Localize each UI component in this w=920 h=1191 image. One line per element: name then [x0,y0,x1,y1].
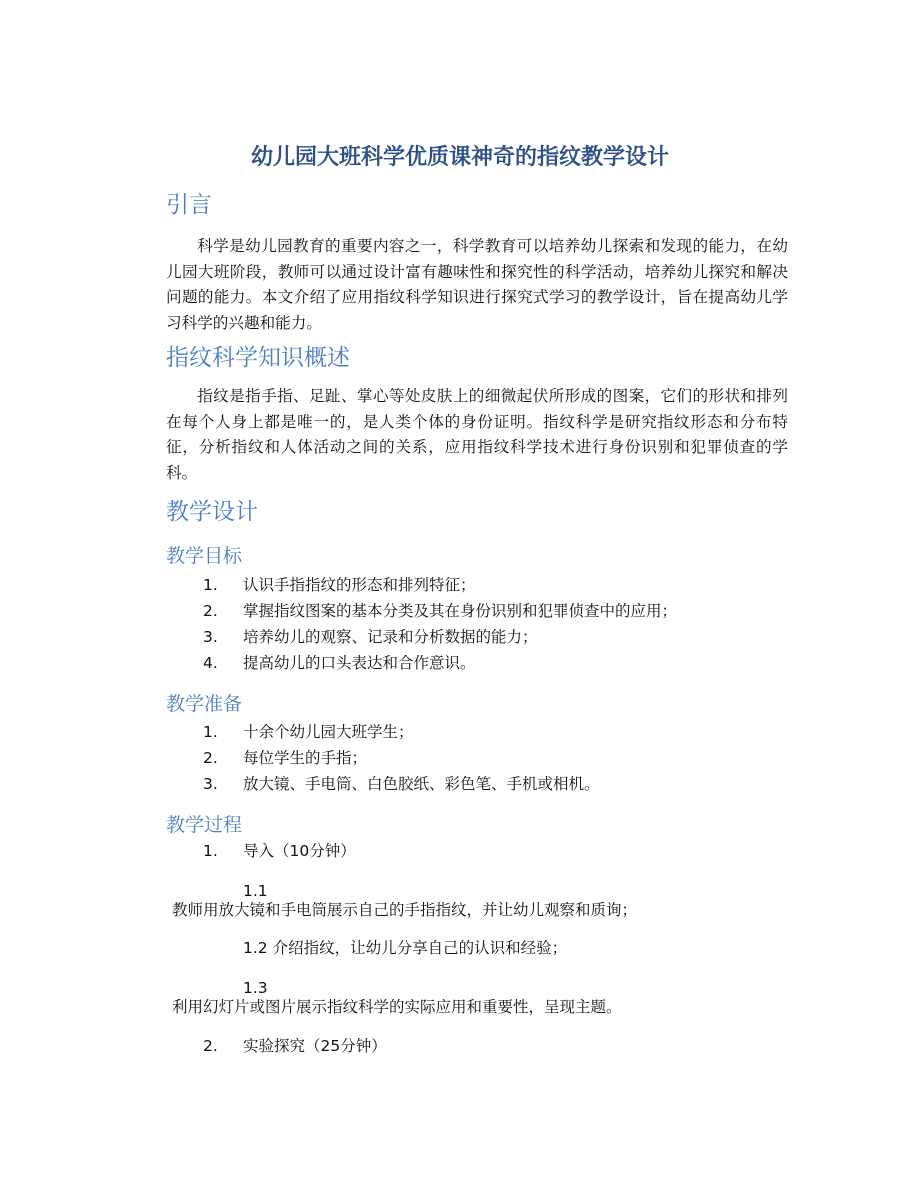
list-text: 十余个幼儿园大班学生； [243,723,414,741]
list-item [203,720,414,744]
heading-intro: 引言 [166,192,212,218]
list-number: 2. [203,1037,218,1055]
list-text: 实验探究（25分钟） [243,1037,387,1055]
sub-step-text: 1.2 介绍指纹，让幼儿分享自己的认识和经验； [243,939,568,957]
list-number: 3. [203,775,218,793]
list-number: 1. [203,723,218,741]
list-item [203,746,367,770]
list-number: 4. [203,654,218,672]
list-item [203,839,356,863]
sub-step-number: 1.1 [243,882,268,900]
list-number: 1. [203,842,218,860]
document-title: 幼儿园大班科学优质课神奇的指纹教学设计 [250,145,669,170]
list-text: 提高幼儿的口头表达和合作意识。 [243,654,476,672]
list-number: 2. [203,602,218,620]
list-text: 掌握指纹图案的基本分类及其在身份识别和犯罪侦查中的应用； [243,602,678,620]
sub-step-text: 利用幻灯片或图片展示指纹科学的实际应用和重要性，呈现主题。 [172,998,622,1016]
sub-step-text: 教师用放大镜和手电筒展示自己的手指指纹，并让幼儿观察和质询； [172,901,638,919]
heading-prep: 教学准备 [166,693,243,715]
list-item [203,772,600,796]
heading-process: 教学过程 [166,814,243,836]
paragraph-intro: 科学是幼儿园教育的重要内容之一，科学教育可以培养幼儿探索和发现的能力，在幼儿园大班阶段，教师可以通过设计富有趣味性和探究性的科学活动，培养幼儿探究和解决问题的能力。本文介绍了应用指纹科学知识进行探究式学习的教学设计，旨在提高幼儿学习科学的兴趣和能力。 [166,237,788,332]
list-item [203,599,677,623]
sub-step-number: 1.3 [243,979,268,997]
heading-design: 教学设计 [166,499,258,525]
list-item [203,625,538,649]
list-text: 导入（10分钟） [243,842,356,860]
heading-overview: 指纹科学知识概述 [166,345,350,371]
list-number: 2. [203,749,218,767]
list-item [203,1034,387,1058]
heading-goals: 教学目标 [166,545,243,567]
list-text: 培养幼儿的观察、记录和分析数据的能力； [243,628,538,646]
list-item [203,651,476,675]
list-item [203,573,476,597]
list-number: 3. [203,628,218,646]
paragraph-overview: 指纹是指手指、足趾、掌心等处皮肤上的细微起伏所形成的图案，它们的形状和排列在每个人身上都是唯一的，是人类个体的身份证明。指纹科学是研究指纹形态和分布特征，分析指纹和人体活动之间的关系，应用指纹科学技术进行身份识别和犯罪侦查的学科。 [166,387,788,482]
list-number: 1. [203,576,218,594]
list-text: 放大镜、手电筒、白色胶纸、彩色笔、手机或相机。 [243,775,600,793]
list-text: 认识手指指纹的形态和排列特征； [243,576,476,594]
list-text: 每位学生的手指； [243,749,368,767]
